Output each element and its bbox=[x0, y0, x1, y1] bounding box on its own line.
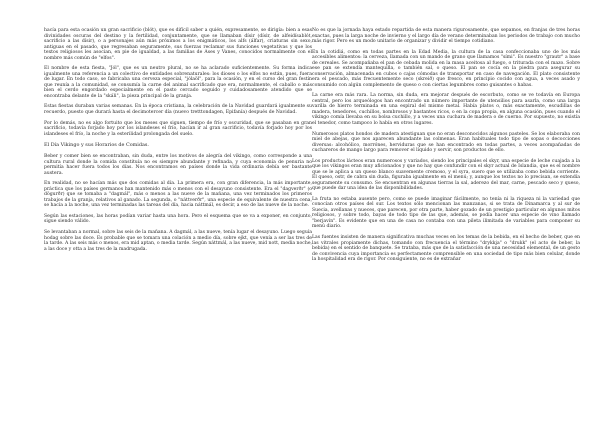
paragraph: En realidad, no se hacían más que dos comidas al día. La primera era, con gran diferencia, la más importante, práctica que los países germanos han mantenido más o menos con el desayuno consistente. Era el "dagverðr" (o dögurðr) que se tomaba a "dagmál", más o menos a las nueve de la mañana, una vez terminados los primeros trabajos de la granja, relativos al ganado. La segunda, o "náttverðr", una especie de equivalente de nuestra cena, se hacía a la noche, una vez terminadas las tareas del día, hacia náttmál, es decir, a eso de las nueve de la noche. bbox=[44, 181, 312, 209]
paragraph: Las fuentes insisten de manera significativa muchas veces en los temas de la bebida, en el hecho de beber, que en las vitrales propiamente dichas, tomando con frecuencia el término "drykkja" o "drukk" (el acto de beber, la bebida) en el sentido de banquete. Se trataba, más que de la satisfacción de una necesidad elemental, de un gesto de convivencia cuya importancia es perfectamente comprensible en una sociedad de tipo más bien celular, donde la hospitalidad era de rigor. Por consiguiente, no es de extrañar bbox=[312, 235, 580, 263]
paragraph: Se levantaban a normal, sobre las seis de la mañana. A dagmál, a las nueve, tenía lugar el desayuno. Luego seguía hodag sobre las doce. Es probable que se tomara una colación a medio día, sobre ejkt, que venía a ser las tres de la tarde. A las seis más o menos, era mid aptan, o media tarde. Según náttmál, a las nueve, mid nott, media noche, a las doce y otta a las tres de la madrugada. bbox=[44, 230, 312, 252]
paragraph: Por lo demás, no es algo fortuito que los meses que siguen, tiempo de frío y oscuridad, que se pasaban en gran sacrificio, todavía forjado hoy por los islandeses el frío, hacían ir al gran sacrificio, todavía forjado hoy por los islandeses el frío, la noche y la esterilidad prolongada del suelo. bbox=[44, 120, 312, 137]
paragraph: La fruta no estaba ausente pero, como se puede imaginar fácilmente, no tenía ni la riqueza ni la variedad que conocían otros países del sur. Los textos sólo mencionan las manzanas, si se trata de Dinamarca y al sur de Suecia, avellanas y nueces, que parecen, por otra parte, haber gozado de un prestigio particular en algunos mitos religiosos, y sobre todo, bayas de todo tipo de las que, además, se podía hacer una especie de vino llamado "berjavín". Es evidente que en una de casa no contaba con una pileta ilimitada de variables para componer su menú diario. bbox=[312, 196, 580, 230]
paragraph: Beber y comer bien se encontraban, sin duda, entre los motivos de alegría del vikingo, como corresponde a una cultura rural donde la comida constituía no es siempre abundante y refinada, y cuya economía de penuria no permitía hacer fuera todos los días. Nos encontramos en países donde la vida ordinaria debía ser bastante austera. bbox=[44, 154, 312, 176]
paragraph: No es que la jornada haya estado repartida de esta manera rigurosamente, que sepamos, en franjas de tres horas exactas, pues la larga noche de invierno y el largo día de verano determinaban los periodos de trabajo con mucho más rigor. Pero es un modo unitario de organizar y dividir el tiempo cotidiano. bbox=[312, 28, 580, 44]
paragraph: Los productos lácteos eran numerosos y variados, siendo los principales el skyr, una especie de leche cuajada a la que los vikingos eran muy aficionados y que no hay que confundir con el skyr actual de Islandia, que es el nombre que se le aplica a un queso blanco suavemente cremoso, y el syra, suero que se utilizaba como bebida corriente. El queso, ostr, de cabra sin duda, figuraba igualmente en el menú; y, aunque los textos no lo precisan, se extendía seguramente su consumo. Se encuentran en algunas tierras la sal, aderezo del mar, carne, pescado seco y queso, que puede dar una idea de las disponibilidades. bbox=[312, 158, 580, 192]
paragraph: Numerosos platos hondos de madera atestiguan que no eran desconocidos algunos pasteles. Se los elaboraba con miel de abejas, que nos aparecen abundante las colmenas. Eran habituales todo tipo de sopas o decocciones diversas: alcohólico, morrónes, herviduras que se han encontrado en todas partes, a veces acompañadas de cuchareros de mango largo para remover el líquido y servir, son productos de ello. bbox=[312, 131, 580, 154]
paragraph: Según las estaciones, las horas podían variar hasta una hora. Pero el esquema que se va a exponer, en conjunto, sigue siendo válido. bbox=[44, 213, 312, 225]
left-column bbox=[44, 28, 312, 257]
paragraph: La carne era más rara. La norma, sin duda, era mejorar después de escorbuto, como se ve todavía en Europa central, pero los arqueólogos han encontrado un número importante de utensilios para asarla, como una larga varilla de hierro terminada en una espiral del mismo metal. Había platos o, más exactamente, escudillas de madera, tenedores, cuchillos, nombrosos y bastantes ricos, o en la copa propia, en alguna ocasión, pues cuando el vikingo comía llevaba en su bolsa cuchillo, y a veces una cuchara de madera o de cuerno. Por supuesto, no existía el tenedor, como tampoco lo había en otros lugares. bbox=[312, 93, 580, 126]
section-heading: El Día Vikingo y sus Horarios de Comidas. bbox=[44, 142, 149, 149]
paragraph: El nombre de esta fiesta, "Jól", que es un neutro plural, no se ha aclarado suficientemente. Su forma indica igualmente una referencia a un colectivo de entidades sobrenaturales: los dioses o los elfos no están, pues, fuera de lugar. En todo caso, se fabricaba una cerveza especial, "jólaöl", para la ocasión, y en el curso del gran festín que reunía a la comunidad, se consumía la carne del animal sacrificado que era, normalmente, el caballo o más bien el cerdo engordado especialmente en el pasto cercado seguido y cuidadosamente atendido que se encontraba delante de la "skáli", la pieza principal de la granja. bbox=[44, 66, 312, 99]
paragraph: hacía para esta ocasión un gran sacrificio (blót), que es difícil saber a quién, expresamente, se dirigía: bien a esas divinidades oscuras del destino y la fertilidad, conjuntamente, que se llamaban dísir (dísir, de alfeidísablót, sacrificio a las dísir), o a personajes aún más próximos a los enigmáticos, los alfs (álfar), criaturas sin sexo, antiguas en el pasado, que regresaban seguramente, sus fuerzas reclamar sus funciones vegetativas y que los textos religiosos les asocian, en pie de igualdad, a las familias de Ases y Vanes, conocidos normalmente con el nombre más común de "elfos". bbox=[44, 28, 312, 61]
paragraph: En la cotidiá, como en todas partes en la Edad Media, la cultura de la casa confeccionaba uno de los más accesibles alimentos: la cerveza, llamada con un mando de grano que llamamos "sími". Es nuestro "grautr" a base de cereales. Se acompañaba el pan de cebada molida en la masa aceitosa al fuego, o triturada con el mazo. Sobre ese pan se extendía mantequilla, o también sal, o queso. El pan se cocía en la piedra para asegurar su conservación, almacenada en cubos o cajas cómodas de transportar en caso de navegación. El plato consistente era el pescado, más frecuentemente seco (skreið) que fresco, en principio cocido con agua, a veces asado y consumido con algún complemento de queso o con ciertas legumbres como guisantes o habas. bbox=[312, 49, 580, 88]
paragraph: Estas fiestas duraban varias semanas. En la época cristiana, la celebración de la Navidad guardará igualmente su recuerdo, puesto que durará hasta el decimotercer día (nuevo tretttondagen, Epifanía) después de Navidad. bbox=[44, 104, 312, 115]
right-column bbox=[312, 28, 580, 268]
